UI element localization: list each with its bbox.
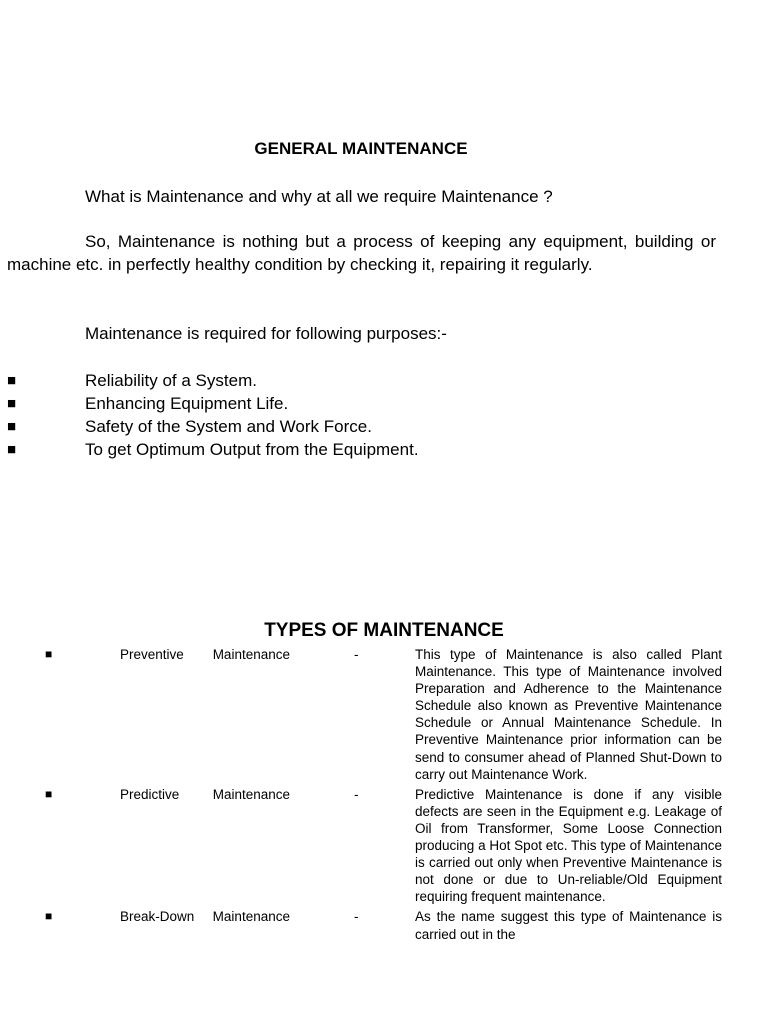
purposes-list: [0, 369, 720, 461]
type-description: As the name suggest this type of Maintenance is carried out in the: [415, 909, 722, 942]
list-item: [0, 438, 720, 461]
answer-paragraph: So, Maintenance is nothing but a process of keeping any equipment, building or machine etc. in perfectly healthy condition by checking it, repairing it regularly.: [7, 232, 716, 274]
type-dash: -: [354, 647, 359, 662]
bullet-icon: ■: [7, 372, 17, 389]
list-item: [0, 392, 720, 415]
purpose-text: Reliability of a System.: [85, 371, 257, 390]
page-title: GENERAL MAINTENANCE: [254, 139, 468, 158]
list-item: [0, 415, 720, 438]
type-name: Predictive Maintenance: [120, 786, 290, 802]
type-name: Break-Down Maintenance: [120, 909, 290, 925]
list-item: [0, 908, 768, 942]
list-item: [0, 369, 720, 392]
type-dash: -: [354, 909, 359, 925]
types-list: [0, 646, 768, 946]
list-item: [0, 646, 768, 783]
type-description: This type of Maintenance is also called Plant Maintenance. This type of Maintenance involved Preparation and Adherence to the Maintenance Schedule also known as Preventive Maintenance Schedule or Annual Maintenance Schedule. In Preventive Maintenance prior information can be send to consumer ahead of Planned Shut-Down to carry out Maintenance Work.: [415, 647, 722, 782]
type-description: Predictive Maintenance is done if any visible defects are seen in the Equipment e.g. Leakage of Oil from Transformer, Some Loose Connection producing a Hot Spot etc. This type of Maintenance is carried out only when Preventive Maintenance is not done or due to Un-reliable/Old Equipment requiring frequent maintenance.: [415, 786, 722, 905]
type-name: Preventive Maintenance: [120, 647, 290, 662]
list-item: [0, 786, 768, 906]
type-dash: -: [354, 786, 359, 802]
bullet-icon: ■: [7, 441, 17, 458]
types-section-title: TYPES OF MAINTENANCE: [264, 620, 504, 641]
purpose-text: Safety of the System and Work Force.: [85, 417, 372, 436]
bullet-icon: ■: [7, 395, 17, 412]
question-paragraph: What is Maintenance and why at all we require Maintenance ?: [85, 187, 553, 206]
bullet-icon: ■: [45, 647, 53, 661]
purpose-text: Enhancing Equipment Life.: [85, 394, 289, 413]
bullet-icon: ■: [7, 418, 17, 435]
purpose-text: To get Optimum Output from the Equipment.: [85, 440, 419, 459]
bullet-icon: ■: [45, 909, 53, 924]
purposes-intro: Maintenance is required for following purposes:-: [85, 324, 447, 343]
bullet-icon: ■: [45, 786, 53, 801]
